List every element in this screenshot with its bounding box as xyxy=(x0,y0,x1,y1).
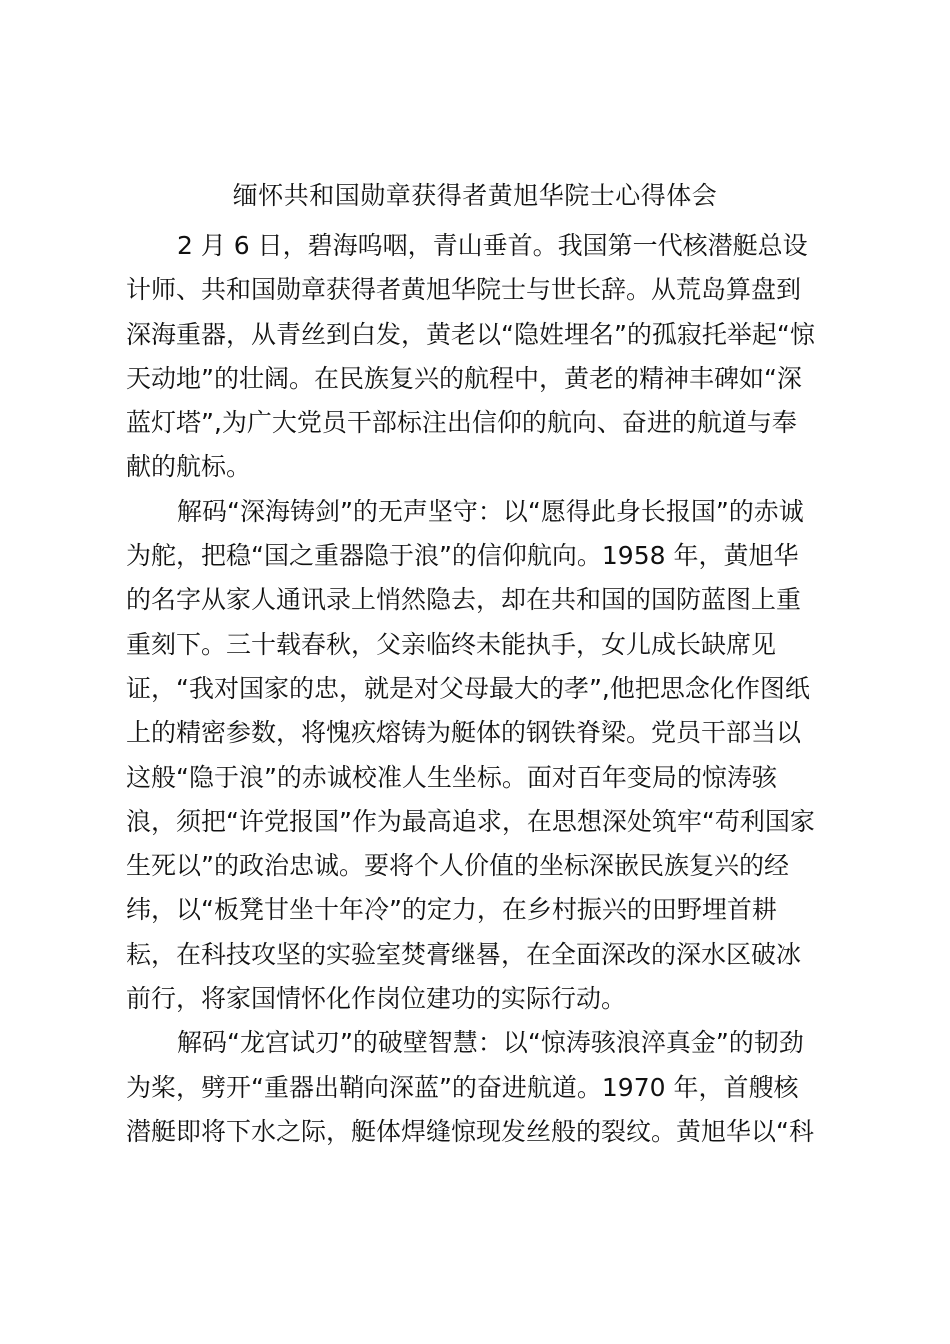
text-line: 解码“龙宫试刃”的破壁智慧：以“惊涛骇浪淬真金”的韧劲 xyxy=(177,1028,804,1058)
text-line: 上的精密参数，将愧疚熔铸为艇体的钢铁脊梁。党员干部当以 xyxy=(126,718,802,748)
document-title: 缅怀共和国勋章获得者黄旭华院士心得体会 xyxy=(232,181,718,210)
text-line: 解码“深海铸剑”的无声坚守：以“愿得此身长报国”的赤诚 xyxy=(177,496,804,526)
document-body xyxy=(126,224,832,1154)
text-line: 耘，在科技攻坚的实验室焚膏继晷，在全面深改的深水区破冰 xyxy=(126,939,802,969)
text-line: 生死以”的政治忠诚。要将个人价值的坐标深嵌民族复兴的经 xyxy=(126,851,789,881)
text-line: 纬，以“板凳甘坐十年冷”的定力，在乡村振兴的田野埋首耕 xyxy=(126,895,777,925)
text-line: 天动地”的壮阔。在民族复兴的航程中，黄老的精神丰碑如“深 xyxy=(126,363,802,393)
text-line: 为舵，把稳“国之重器隐于浪”的信仰航向。1958 年，黄旭华 xyxy=(126,541,799,571)
text-line: 献的航标。 xyxy=(126,452,252,482)
text-line: 深海重器，从青丝到白发，黄老以“隐姓埋名”的孤寂托举起“惊 xyxy=(126,319,815,349)
text-line: 潜艇即将下水之际，艇体焊缝惊现发丝般的裂纹。黄旭华以“科 xyxy=(126,1116,814,1146)
text-line: 重刻下。三十载春秋，父亲临终未能执手，女儿成长缺席见 xyxy=(126,629,777,659)
text-line: 的名字从家人通讯录上悄然隐去，却在共和国的国防蓝图上重 xyxy=(126,585,802,615)
text-line: 2 月 6 日，碧海呜咽，青山垂首。我国第一代核潜艇总设 xyxy=(177,231,808,260)
text-line: 前行，将家国情怀化作岗位建功的实际行动。 xyxy=(126,984,627,1014)
text-line: 蓝灯塔”,为广大党员干部标注出信仰的航向、奋进的航道与奉 xyxy=(126,408,797,438)
text-line: 浪，须把“许党报国”作为最高追求，在思想深处筑牢“苟利国家 xyxy=(126,806,815,836)
text-line: 为桨，劈开“重器出鞘向深蓝”的奋进航道。1970 年，首艘核 xyxy=(126,1072,799,1102)
text-line: 这般“隐于浪”的赤诚校准人生坐标。面对百年变局的惊涛骇 xyxy=(126,762,777,792)
text-line: 计师、共和国勋章获得者黄旭华院士与世长辞。从荒岛算盘到 xyxy=(126,275,802,305)
text-line: 证，“我对国家的忠，就是对父母最大的孝”,他把思念化作图纸 xyxy=(126,673,810,703)
